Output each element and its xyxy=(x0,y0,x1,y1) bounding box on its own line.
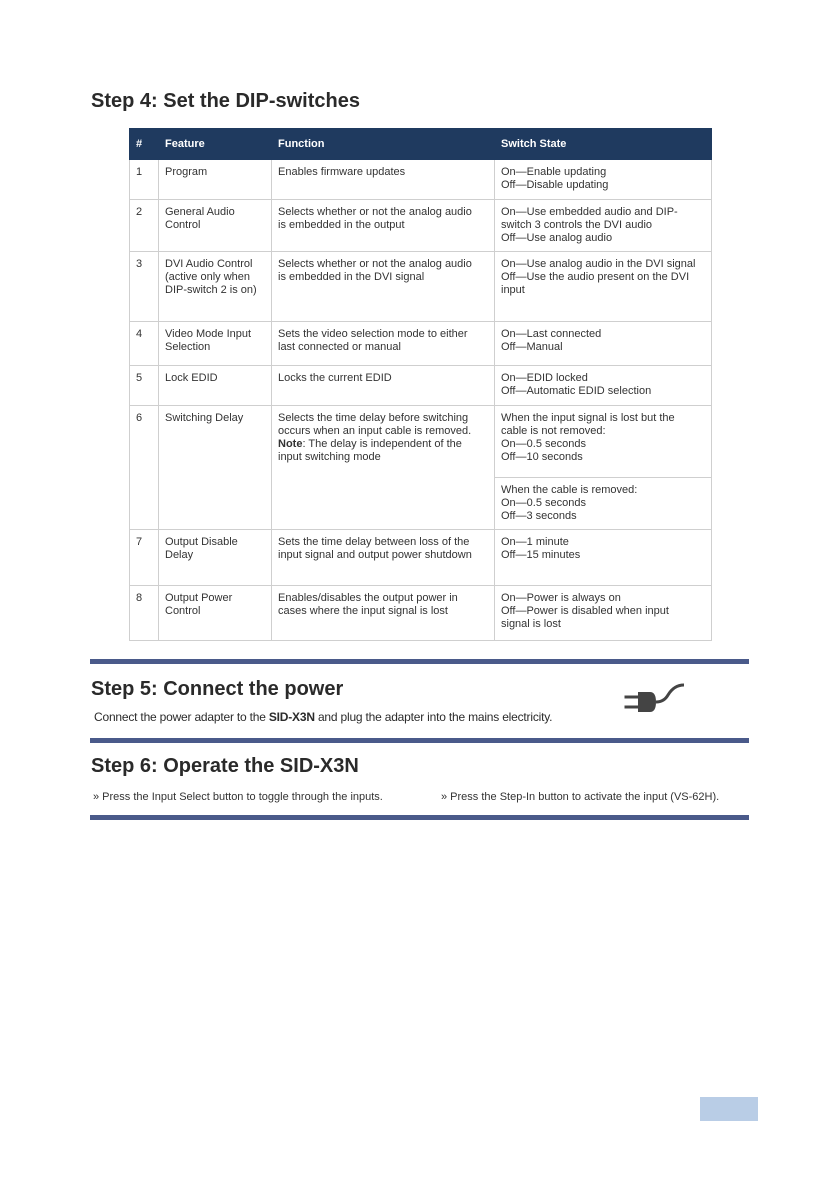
row-state: On—Use analog audio in the DVI signal Off—Use the audio present on the DVI input xyxy=(495,252,712,322)
row-num: 6 xyxy=(130,406,159,530)
step5-instruction xyxy=(94,710,552,724)
dip-switch-table xyxy=(129,128,712,641)
step6-title: Step 6: Operate the SID-X3N xyxy=(91,755,359,777)
row-num: 2 xyxy=(130,200,159,252)
section-divider xyxy=(90,659,749,664)
row-state: On—Power is always on Off—Power is disabled when input signal is lost xyxy=(495,586,712,641)
header-num: # xyxy=(130,129,159,160)
row-feature: General Audio Control xyxy=(159,200,272,252)
row-num: 8 xyxy=(130,586,159,641)
table-row xyxy=(130,586,712,641)
row-num: 5 xyxy=(130,366,159,406)
note-text: : The delay is independent of the input switching mode xyxy=(278,438,462,463)
step5-text-after: and plug the adapter into the mains electricity. xyxy=(314,710,553,724)
row-state: On—Use embedded audio and DIP- switch 3 controls the DVI audio Off—Use analog audio xyxy=(495,200,712,252)
row-function: Selects whether or not the analog audio is embedded in the output xyxy=(272,200,495,252)
step5-title: Step 5: Connect the power xyxy=(91,678,344,700)
row-feature: Switching Delay xyxy=(159,406,272,530)
row-state: On—EDID locked Off—Automatic EDID selection xyxy=(495,366,712,406)
row-function: Selects whether or not the analog audio is embedded in the DVI signal xyxy=(272,252,495,322)
step5-text-before: Connect the power adapter to the xyxy=(94,710,269,724)
row-state-cable-removed: When the cable is removed: On—0.5 seconds Off—3 seconds xyxy=(495,478,712,530)
row-feature: Output Disable Delay xyxy=(159,530,272,586)
function-text: Selects the time delay before switching occurs when an input cable is removed. xyxy=(278,412,472,437)
header-switch-state: Switch State xyxy=(495,129,712,160)
row-function: Locks the current EDID xyxy=(272,366,495,406)
power-plug-icon xyxy=(622,683,688,717)
row-function: Sets the time delay between loss of the input signal and output power shutdown xyxy=(272,530,495,586)
row-feature: Lock EDID xyxy=(159,366,272,406)
table-row xyxy=(130,406,712,478)
row-function: Enables/disables the output power in cases where the input signal is lost xyxy=(272,586,495,641)
row-num: 7 xyxy=(130,530,159,586)
step6-bullet: » Press the Input Select button to toggle through the inputs. xyxy=(93,791,383,803)
row-feature: Output Power Control xyxy=(159,586,272,641)
table-row xyxy=(130,160,712,200)
step6-bullet: » Press the Step-In button to activate the input (VS-62H). xyxy=(441,791,720,803)
header-feature: Feature xyxy=(159,129,272,160)
table-row xyxy=(130,322,712,366)
row-num: 3 xyxy=(130,252,159,322)
section-divider xyxy=(90,815,749,820)
row-state: On—1 minute Off—15 minutes xyxy=(495,530,712,586)
table-row xyxy=(130,530,712,586)
table-header-row xyxy=(130,129,712,160)
note-label: Note xyxy=(278,438,303,450)
row-state: On—Enable updating Off—Disable updating xyxy=(495,160,712,200)
step4-title: Step 4: Set the DIP-switches xyxy=(91,90,360,112)
row-function: Sets the video selection mode to either last connected or manual xyxy=(272,322,495,366)
section-divider xyxy=(90,738,749,743)
row-feature: DVI Audio Control (active only when DIP-switch 2 is on) xyxy=(159,252,272,322)
page-number-tab xyxy=(700,1097,758,1121)
row-state: When the input signal is lost but the cable is not removed: On—0.5 seconds Off—10 seconds xyxy=(495,406,712,478)
row-state: On—Last connected Off—Manual xyxy=(495,322,712,366)
row-num: 1 xyxy=(130,160,159,200)
row-feature: Video Mode Input Selection xyxy=(159,322,272,366)
row-function: Enables firmware updates xyxy=(272,160,495,200)
row-feature: Program xyxy=(159,160,272,200)
table-row xyxy=(130,366,712,406)
row-num: 4 xyxy=(130,322,159,366)
product-name: SID-X3N xyxy=(268,710,315,724)
row-function xyxy=(272,406,495,530)
header-function: Function xyxy=(272,129,495,160)
table-row xyxy=(130,252,712,322)
table-row xyxy=(130,200,712,252)
